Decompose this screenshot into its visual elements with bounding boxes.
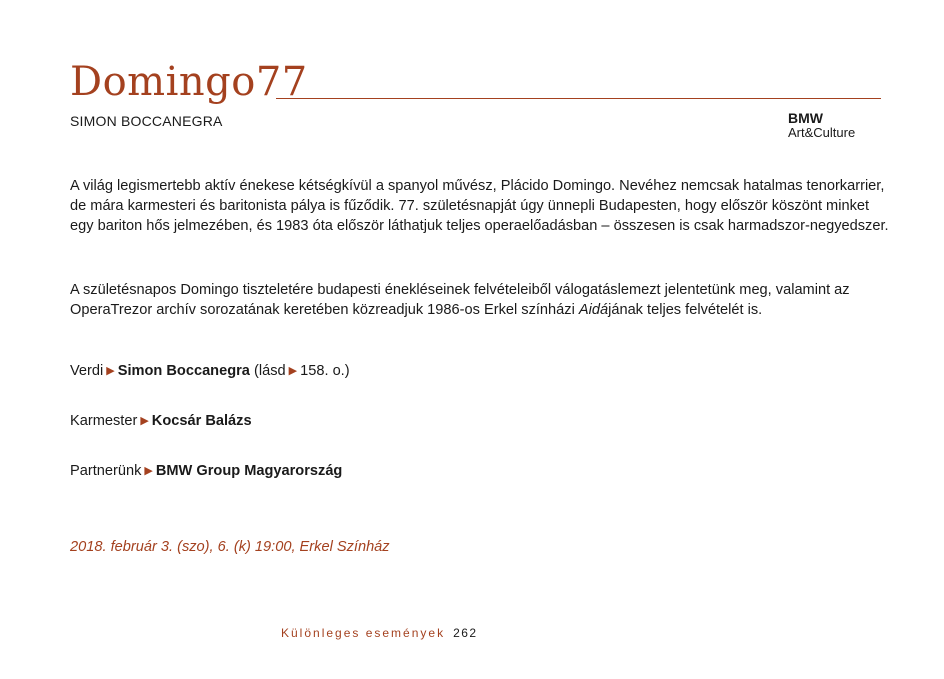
triangle-right-icon: ▶ — [140, 415, 149, 427]
second-paragraph-part2: jának teljes felvételét is. — [608, 302, 763, 318]
intro-paragraph: A világ legismertebb aktív énekese kétségkívül a spanyol művész, Plácido Domingo. Nevéhez nemcsak hatalmas tenorkarrier, de mára karmesteri és baritonista pálya is fűződik. 77. születésnapját úgy ünnepli Budapesten, hogy először köszönt minket egy bariton hős jelmezében, és 1983 óta először láthatjuk teljes operaelőadásban – összesen is csak harmadszor-negyedszer. — [70, 178, 889, 234]
opera-row — [70, 363, 350, 379]
page-footer — [281, 626, 478, 640]
conductor-label: Karmester — [70, 413, 138, 429]
partner-name: BMW Group Magyarország — [155, 463, 343, 479]
triangle-right-icon: ▶ — [288, 365, 298, 377]
see-page: 158. o.) — [300, 363, 350, 379]
page-subtitle: SIMON BOCCANEGRA — [70, 113, 223, 129]
page-number: 262 — [453, 626, 478, 640]
bmw-art-culture-logo — [788, 111, 855, 139]
second-paragraph-part1: A születésnapos Domingo tiszteletére budapesti énekléseinek felvételeiből válogatáslemezt jelentetünk meg, valamint az OperaTrezor archív sorozatának keretében közreadjuk 1986-os Erkel színházi — [70, 282, 850, 318]
triangle-right-icon: ▶ — [144, 465, 153, 477]
see-label: (lásd — [254, 363, 286, 379]
partner-row — [70, 463, 342, 479]
footer-section: Különleges események — [281, 626, 446, 640]
title-rule — [276, 98, 881, 99]
second-paragraph — [70, 280, 890, 320]
conductor-name: Kocsár Balázs — [151, 413, 252, 429]
composer-label: Verdi — [70, 363, 104, 379]
triangle-right-icon: ▶ — [106, 365, 115, 377]
aida-italic: Aidá — [578, 302, 609, 318]
opera-title: Simon Boccanegra — [117, 363, 250, 379]
page-title: Domingo77 — [70, 59, 308, 105]
logo-brand: BMW — [788, 110, 823, 126]
event-date: 2018. február 3. (szo), 6. (k) 19:00, Erkel Színház — [70, 539, 390, 555]
logo-sub: Art&Culture — [788, 124, 856, 140]
partner-label: Partnerünk — [70, 463, 142, 479]
conductor-row — [70, 413, 252, 429]
